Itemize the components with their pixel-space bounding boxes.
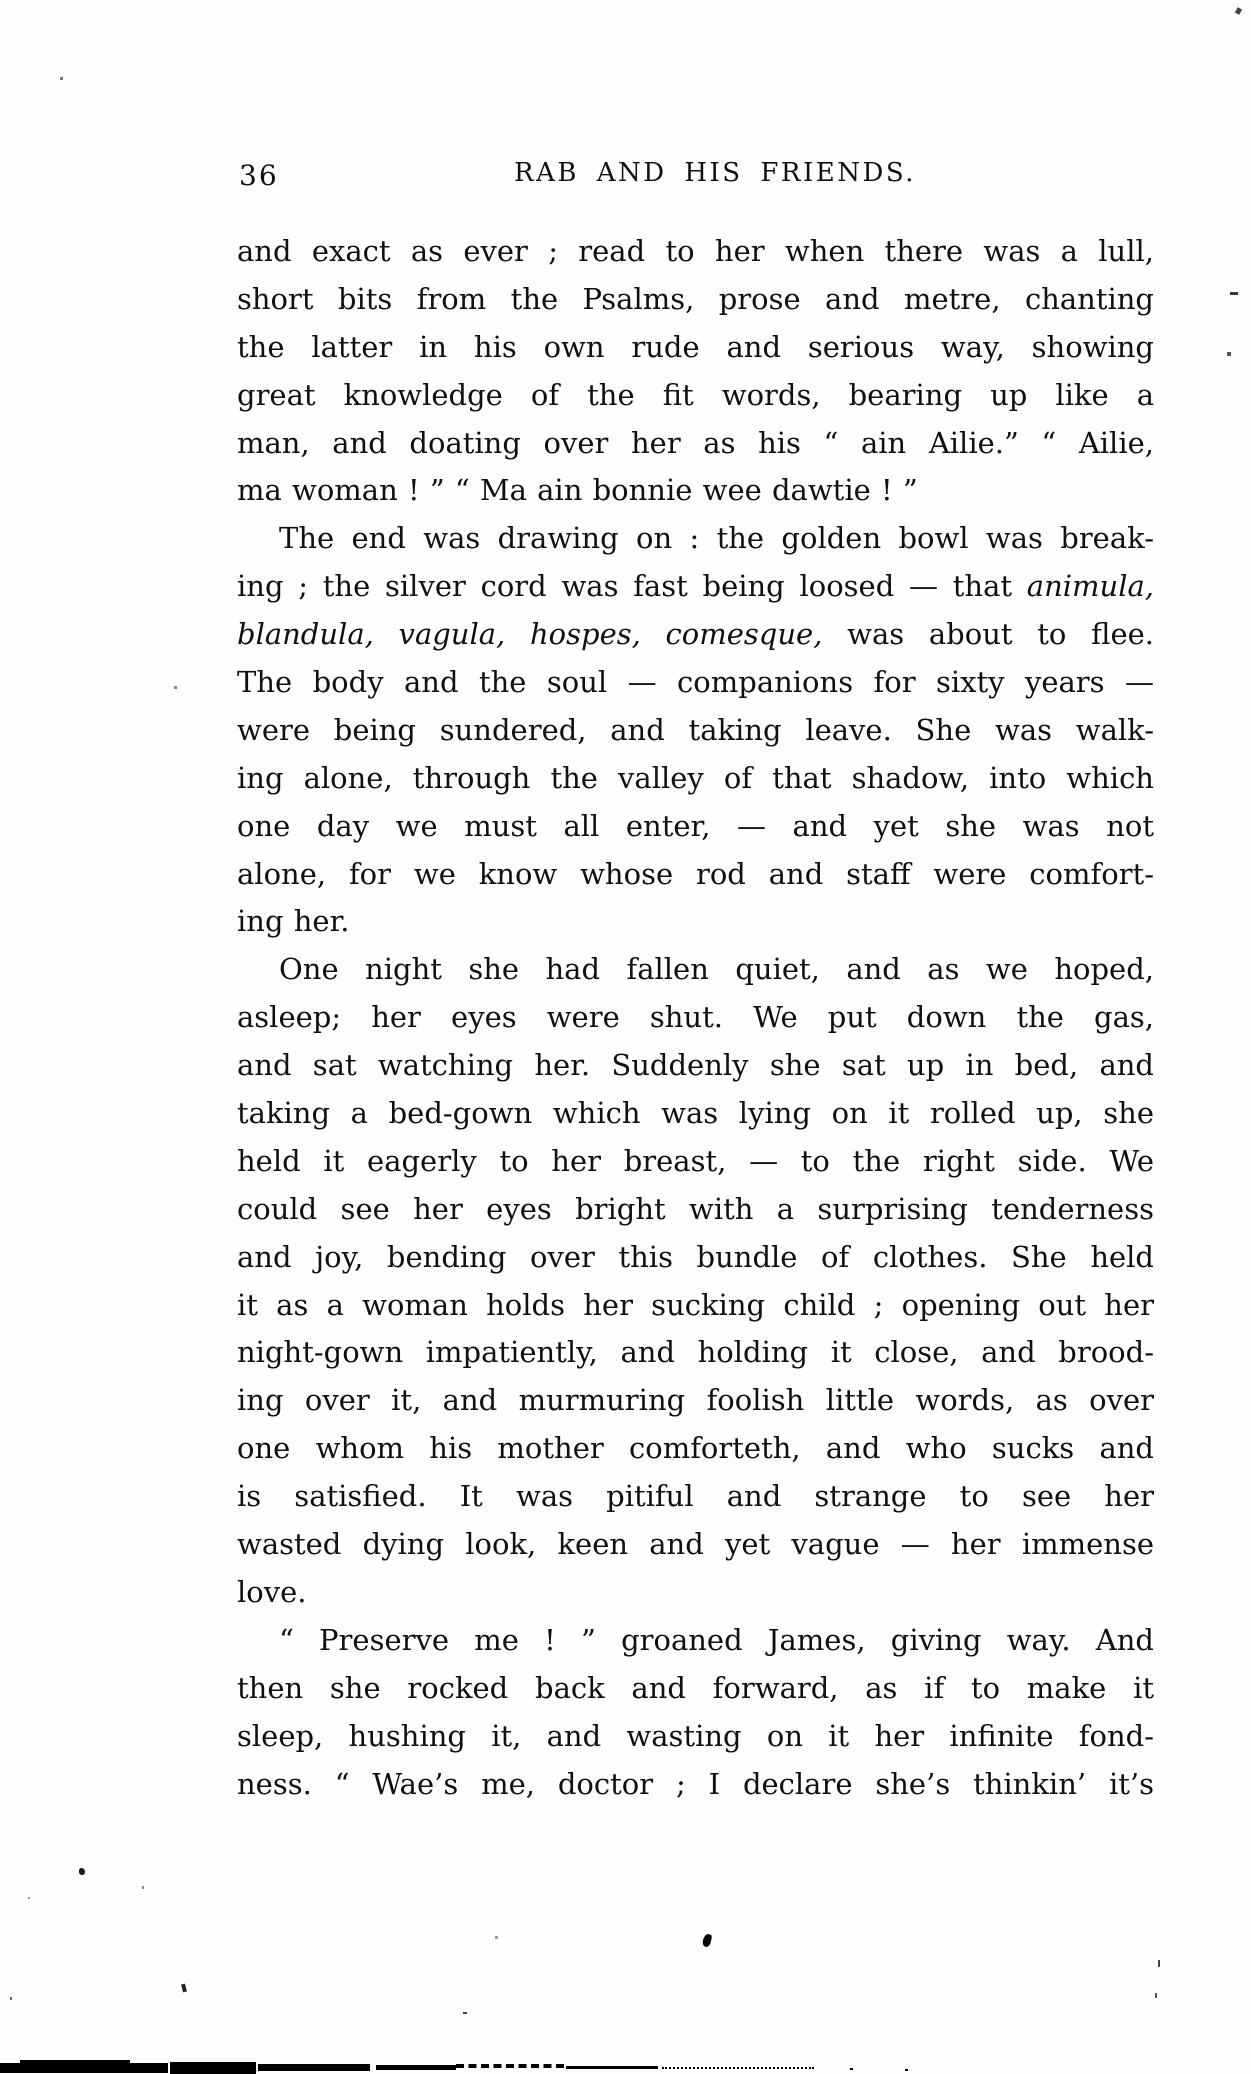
text-segment: man, and doating over her as his “ ain Ailie.” “ Ailie, xyxy=(237,425,1154,460)
text-line xyxy=(237,1042,1154,1090)
text-segment: were being sundered, and taking leave. She was walk- xyxy=(237,712,1154,747)
text-segment: ing ; the silver cord was fast being loosed — that xyxy=(237,569,1027,604)
scan-speck xyxy=(1158,1960,1160,1967)
text-segment: alone, for we know whose rod and staff were comfort- xyxy=(237,856,1154,891)
text-segment: night-gown impatiently, and holding it close, and brood- xyxy=(237,1335,1154,1370)
text-line xyxy=(237,324,1154,372)
text-line xyxy=(237,372,1154,420)
text-line xyxy=(237,1282,1154,1330)
italic-text-segment: animula, xyxy=(1026,569,1154,604)
text-segment: then she rocked back and forward, as if to make it xyxy=(237,1670,1154,1705)
text-line xyxy=(237,467,1154,515)
scan-speck xyxy=(142,1886,144,1889)
text-segment: could see her eyes bright with a surprising tenderness xyxy=(237,1191,1154,1226)
italic-text-segment: blandula, vagula, hospes, comesque, xyxy=(237,617,823,652)
text-segment: ing over it, and murmuring foolish little words, as over xyxy=(237,1383,1154,1418)
text-segment: asleep; her eyes were shut. We put down the gas, xyxy=(237,1000,1154,1035)
text-segment: the latter in his own rude and serious way, showing xyxy=(237,329,1154,364)
text-line xyxy=(237,898,1154,946)
text-segment: was about to flee. xyxy=(822,617,1154,652)
text-line xyxy=(237,1138,1154,1186)
scan-speck xyxy=(1227,352,1231,356)
text-line xyxy=(237,1186,1154,1234)
text-line xyxy=(237,707,1154,755)
running-header: RAB AND HIS FRIENDS. xyxy=(514,158,916,188)
text-line xyxy=(237,1713,1154,1761)
text-line xyxy=(237,563,1154,611)
scan-speck xyxy=(28,1897,30,1899)
text-line xyxy=(237,1617,1154,1665)
text-segment: one day we must all enter, — and yet she was not xyxy=(237,808,1154,843)
text-segment: ness. “ Wae’s me, doctor ; I declare she’s thinkin’ it’s xyxy=(237,1766,1154,1801)
text-segment: One night she had fallen quiet, and as we hoped, xyxy=(279,952,1154,987)
text-line xyxy=(237,1569,1154,1617)
text-line xyxy=(237,1473,1154,1521)
text-line xyxy=(237,1425,1154,1473)
text-line xyxy=(237,1090,1154,1138)
text-line xyxy=(237,1329,1154,1377)
text-segment: love. xyxy=(237,1574,307,1609)
text-line xyxy=(237,755,1154,803)
scan-speck xyxy=(1230,292,1238,295)
scan-speck xyxy=(174,686,177,689)
text-segment: ma woman ! ” “ Ma ain bonnie wee dawtie ! ” xyxy=(237,473,918,508)
text-segment: ing alone, through the valley of that shadow, into which xyxy=(237,760,1154,795)
text-line xyxy=(237,851,1154,899)
text-line xyxy=(237,1761,1154,1809)
page-body-text xyxy=(237,228,1154,1808)
scan-speck xyxy=(495,1936,498,1939)
scan-speck xyxy=(702,1933,713,1947)
text-segment: held it eagerly to her breast, — to the right side. We xyxy=(237,1143,1154,1178)
page-header xyxy=(237,158,1193,194)
text-segment: sleep, hushing it, and wasting on it her infinite fond- xyxy=(237,1718,1154,1753)
scan-speck xyxy=(1155,1993,1157,1998)
text-segment: and exact as ever ; read to her when there was a lull, xyxy=(237,234,1154,268)
scan-speck xyxy=(10,1997,12,2000)
text-line xyxy=(237,946,1154,994)
text-segment: is satisfied. It was pitiful and strange to see her xyxy=(237,1479,1154,1514)
text-line xyxy=(237,1377,1154,1425)
text-line xyxy=(237,515,1154,563)
scan-speck xyxy=(79,1868,85,1875)
text-line xyxy=(237,994,1154,1042)
text-line xyxy=(237,659,1154,707)
page-number: 36 xyxy=(239,159,279,192)
text-line xyxy=(237,1665,1154,1713)
text-segment: and sat watching her. Suddenly she sat up in bed, and xyxy=(237,1048,1154,1083)
scan-speck xyxy=(181,1984,187,1993)
text-segment: taking a bed-gown which was lying on it rolled up, she xyxy=(237,1096,1154,1131)
text-segment: ing her. xyxy=(237,904,350,939)
text-segment: and joy, bending over this bundle of clothes. She held xyxy=(237,1239,1154,1274)
scan-speck xyxy=(463,2012,467,2014)
text-segment: wasted dying look, keen and yet vague — her immense xyxy=(237,1527,1154,1562)
text-line xyxy=(237,228,1154,276)
text-segment: short bits from the Psalms, prose and metre, chanting xyxy=(237,281,1154,316)
text-segment: “ Preserve me ! ” groaned James, giving way. And xyxy=(279,1622,1154,1657)
scan-speck xyxy=(1235,7,1242,15)
text-line xyxy=(237,1234,1154,1282)
text-segment: The body and the soul — companions for sixty years — xyxy=(237,665,1154,700)
text-line xyxy=(237,803,1154,851)
text-line xyxy=(237,611,1154,659)
text-line xyxy=(237,1521,1154,1569)
text-line xyxy=(237,420,1154,468)
text-line xyxy=(237,276,1154,324)
text-segment: one whom his mother comforteth, and who sucks and xyxy=(237,1431,1154,1466)
text-segment: The end was drawing on : the golden bowl was break- xyxy=(279,521,1154,556)
text-segment: great knowledge of the fit words, bearing up like a xyxy=(237,377,1154,412)
scan-speck xyxy=(60,77,63,80)
text-segment: it as a woman holds her sucking child ; opening out her xyxy=(237,1287,1154,1322)
